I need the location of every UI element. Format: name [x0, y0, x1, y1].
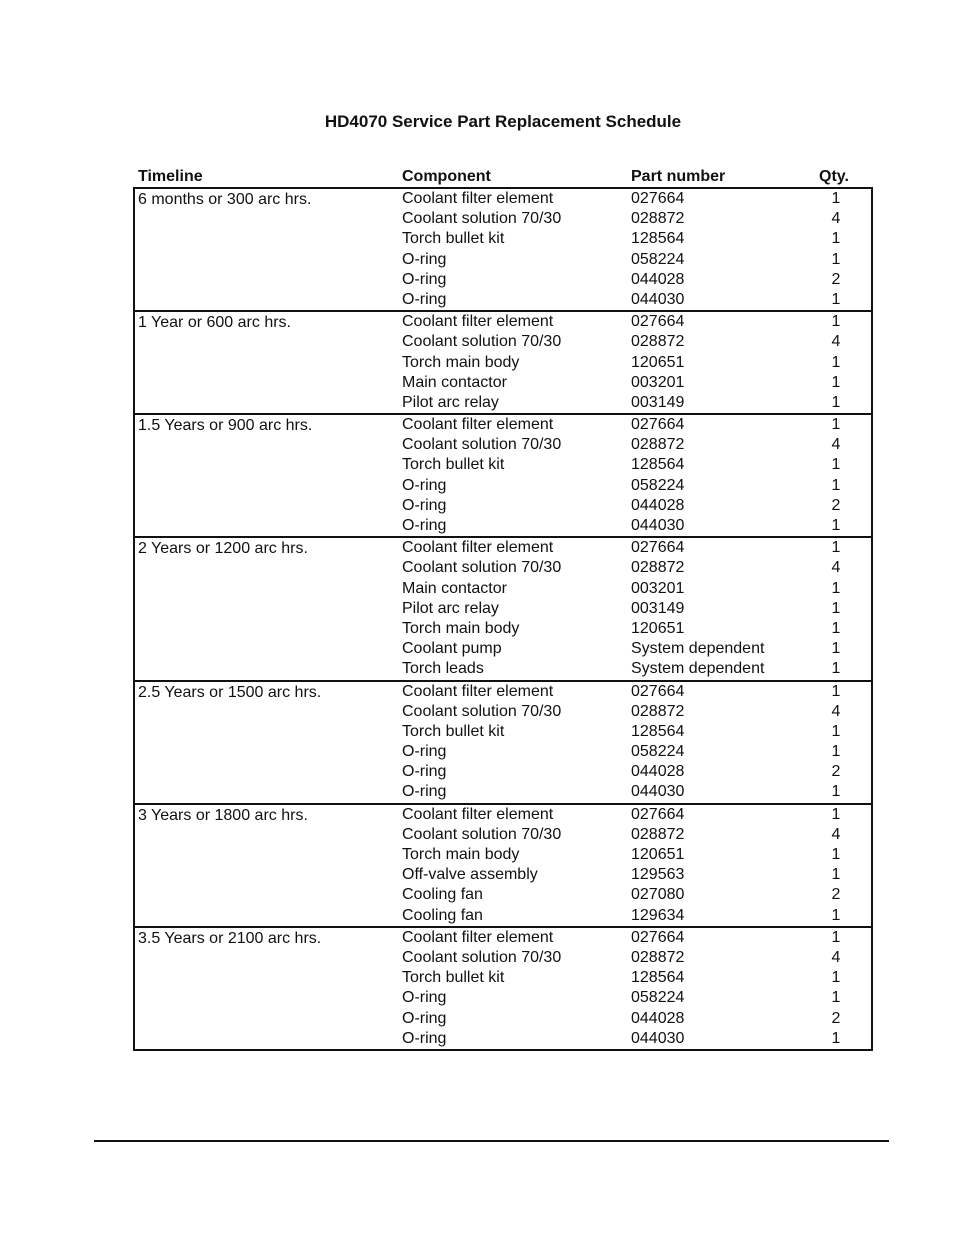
component-cell: O-ring [402, 517, 447, 534]
table-row [135, 968, 871, 988]
qty-cell: 1 [831, 619, 841, 637]
table-row [135, 393, 871, 413]
table-row [135, 229, 871, 249]
part-number-cell: 044030 [631, 517, 685, 534]
header-component: Component [402, 168, 491, 185]
part-number-cell: 028872 [631, 948, 685, 966]
qty-cell: 1 [831, 190, 841, 207]
qty-cell: 2 [831, 763, 841, 781]
qty-cell: 4 [831, 210, 841, 228]
table-row [135, 209, 871, 229]
table-row [135, 948, 871, 968]
qty-cell: 2 [831, 270, 841, 288]
qty-cell: 1 [831, 805, 841, 823]
qty-cell: 1 [831, 906, 841, 924]
part-number-cell: System dependent [631, 660, 765, 678]
qty-cell: 1 [831, 517, 841, 534]
qty-cell: 4 [831, 948, 841, 966]
table-row [135, 1009, 871, 1029]
table-row [135, 250, 871, 270]
table-header [133, 166, 873, 188]
qty-cell: 1 [831, 743, 841, 761]
component-cell: Cooling fan [402, 906, 483, 924]
component-cell: Torch bullet kit [402, 456, 505, 474]
footer-divider [94, 1140, 889, 1142]
component-cell: Coolant solution 70/30 [402, 333, 562, 351]
part-number-cell: 058224 [631, 743, 685, 761]
part-number-cell: 044028 [631, 763, 685, 781]
part-number-cell: 044028 [631, 270, 685, 288]
component-cell: Coolant filter element [402, 805, 554, 823]
table-row [135, 538, 871, 558]
component-cell: Coolant pump [402, 640, 502, 658]
component-cell: Cooling fan [402, 886, 483, 904]
component-cell: Coolant filter element [402, 928, 554, 946]
component-cell: Coolant filter element [402, 190, 554, 207]
header-qty: Qty. [819, 168, 849, 185]
component-cell: Coolant filter element [402, 416, 554, 434]
component-cell: O-ring [402, 989, 447, 1007]
qty-cell: 2 [831, 1009, 841, 1027]
qty-cell: 1 [831, 660, 841, 678]
component-cell: Coolant solution 70/30 [402, 436, 562, 454]
part-number-cell: 003201 [631, 373, 685, 391]
component-cell: Coolant solution 70/30 [402, 559, 562, 577]
part-number-cell: 129563 [631, 866, 685, 884]
part-number-cell: 027664 [631, 190, 685, 207]
component-cell: Coolant filter element [402, 682, 554, 700]
part-number-cell: 027664 [631, 682, 685, 700]
qty-cell: 1 [831, 599, 841, 617]
header-part-number: Part number [631, 168, 726, 185]
table-row [135, 906, 871, 926]
table-row [135, 619, 871, 639]
part-number-cell: 044028 [631, 496, 685, 514]
component-cell: O-ring [402, 476, 447, 494]
qty-cell: 1 [831, 722, 841, 740]
qty-cell: 2 [831, 886, 841, 904]
part-number-cell: 120651 [631, 619, 685, 637]
table-row [135, 332, 871, 352]
component-cell: Torch bullet kit [402, 722, 505, 740]
timeline-label: 1.5 Years or 900 arc hrs. [138, 417, 313, 435]
part-number-cell: 028872 [631, 825, 685, 843]
qty-cell: 1 [831, 783, 841, 801]
component-cell: Torch main body [402, 353, 520, 371]
qty-cell: 1 [831, 250, 841, 268]
component-cell: Coolant solution 70/30 [402, 210, 562, 228]
component-cell: O-ring [402, 1009, 447, 1027]
part-number-cell: 120651 [631, 353, 685, 371]
component-cell: Main contactor [402, 373, 507, 391]
part-number-cell: 003149 [631, 393, 685, 411]
timeline-label: 2 Years or 1200 arc hrs. [138, 540, 308, 558]
table-row [135, 353, 871, 373]
component-cell: Coolant solution 70/30 [402, 825, 562, 843]
component-cell: Coolant solution 70/30 [402, 702, 562, 720]
part-number-cell: 028872 [631, 210, 685, 228]
component-cell: Coolant solution 70/30 [402, 948, 562, 966]
part-number-cell: 044030 [631, 783, 685, 801]
component-cell: Torch bullet kit [402, 969, 505, 987]
table-row [135, 782, 871, 802]
part-number-cell: 128564 [631, 456, 685, 474]
part-number-cell: 027664 [631, 805, 685, 823]
component-cell: O-ring [402, 496, 447, 514]
part-number-cell: 003201 [631, 579, 685, 597]
header-timeline: Timeline [138, 168, 203, 185]
qty-cell: 4 [831, 333, 841, 351]
part-number-cell: 028872 [631, 333, 685, 351]
timeline-label: 3 Years or 1800 arc hrs. [138, 806, 308, 824]
component-cell: O-ring [402, 290, 447, 308]
table-row [135, 845, 871, 865]
table-row [135, 682, 871, 702]
table-row [135, 722, 871, 742]
component-cell: Off-valve assembly [402, 866, 538, 884]
table-row [135, 639, 871, 659]
part-number-cell: 027664 [631, 416, 685, 434]
timeline-label: 3.5 Years or 2100 arc hrs. [138, 929, 322, 947]
timeline-label: 6 months or 300 arc hrs. [138, 191, 312, 208]
component-cell: O-ring [402, 783, 447, 801]
qty-cell: 1 [831, 640, 841, 658]
table-row [135, 885, 871, 905]
timeline-group [135, 803, 871, 926]
part-number-cell: 128564 [631, 969, 685, 987]
part-number-cell: System dependent [631, 640, 765, 658]
timeline-group [135, 926, 871, 1049]
component-cell: O-ring [402, 743, 447, 761]
part-number-cell: 129634 [631, 906, 685, 924]
table-row [135, 805, 871, 825]
part-number-cell: 028872 [631, 702, 685, 720]
qty-cell: 1 [831, 393, 841, 411]
part-number-cell: 027664 [631, 539, 685, 557]
component-cell: Torch main body [402, 619, 520, 637]
table-row [135, 516, 871, 536]
timeline-label: 1 Year or 600 arc hrs. [138, 314, 291, 332]
table-row [135, 825, 871, 845]
qty-cell: 1 [831, 866, 841, 884]
qty-cell: 1 [831, 476, 841, 494]
qty-cell: 1 [831, 682, 841, 700]
qty-cell: 1 [831, 928, 841, 946]
table-row [135, 659, 871, 679]
part-number-cell: 058224 [631, 476, 685, 494]
component-cell: Torch bullet kit [402, 230, 505, 248]
page-title: HD4070 Service Part Replacement Schedule [324, 112, 682, 131]
part-number-cell: 058224 [631, 250, 685, 268]
table-row [135, 702, 871, 722]
component-cell: Torch main body [402, 846, 520, 863]
qty-cell: 1 [831, 230, 841, 248]
component-cell: O-ring [402, 1029, 447, 1047]
timeline-group [135, 189, 871, 310]
part-number-cell: 044028 [631, 1009, 685, 1027]
timeline-group [135, 536, 871, 679]
component-cell: Main contactor [402, 579, 507, 597]
part-number-cell: 128564 [631, 722, 685, 740]
qty-cell: 1 [831, 1029, 841, 1047]
qty-cell: 1 [831, 456, 841, 474]
component-cell: Pilot arc relay [402, 393, 499, 411]
table-row [135, 762, 871, 782]
qty-cell: 1 [831, 846, 841, 863]
component-cell: Torch leads [402, 660, 484, 678]
part-number-cell: 027664 [631, 313, 685, 331]
qty-cell: 4 [831, 702, 841, 720]
table-row [135, 558, 871, 578]
table-row [135, 599, 871, 619]
qty-cell: 1 [831, 373, 841, 391]
part-number-cell: 027080 [631, 886, 685, 904]
table-row [135, 290, 871, 310]
qty-cell: 4 [831, 559, 841, 577]
table-row [135, 476, 871, 496]
table-row [135, 455, 871, 475]
component-cell: O-ring [402, 763, 447, 781]
part-number-cell: 044030 [631, 290, 685, 308]
component-cell: O-ring [402, 250, 447, 268]
table-row [135, 496, 871, 516]
component-cell: Coolant filter element [402, 539, 554, 557]
schedule-table [133, 187, 873, 1051]
qty-cell: 1 [831, 579, 841, 597]
qty-cell: 1 [831, 969, 841, 987]
qty-cell: 1 [831, 290, 841, 308]
part-number-cell: 120651 [631, 846, 685, 863]
table-row [135, 189, 871, 209]
qty-cell: 2 [831, 496, 841, 514]
part-number-cell: 128564 [631, 230, 685, 248]
component-cell: O-ring [402, 270, 447, 288]
table-row [135, 373, 871, 393]
table-row [135, 865, 871, 885]
table-row [135, 1029, 871, 1049]
table-row [135, 579, 871, 599]
part-number-cell: 058224 [631, 989, 685, 1007]
table-row [135, 742, 871, 762]
qty-cell: 4 [831, 436, 841, 454]
part-number-cell: 027664 [631, 928, 685, 946]
table-row [135, 270, 871, 290]
timeline-group [135, 680, 871, 803]
table-row [135, 435, 871, 455]
qty-cell: 1 [831, 989, 841, 1007]
table-row [135, 312, 871, 332]
table-row [135, 928, 871, 948]
part-number-cell: 003149 [631, 599, 685, 617]
qty-cell: 1 [831, 539, 841, 557]
part-number-cell: 044030 [631, 1029, 685, 1047]
qty-cell: 1 [831, 353, 841, 371]
table-row [135, 415, 871, 435]
timeline-label: 2.5 Years or 1500 arc hrs. [138, 683, 322, 701]
part-number-cell: 028872 [631, 559, 685, 577]
component-cell: Pilot arc relay [402, 599, 499, 617]
part-number-cell: 028872 [631, 436, 685, 454]
qty-cell: 4 [831, 825, 841, 843]
timeline-group [135, 413, 871, 536]
table-row [135, 988, 871, 1008]
qty-cell: 1 [831, 313, 841, 331]
component-cell: Coolant filter element [402, 313, 554, 331]
timeline-group [135, 310, 871, 413]
qty-cell: 1 [831, 416, 841, 434]
